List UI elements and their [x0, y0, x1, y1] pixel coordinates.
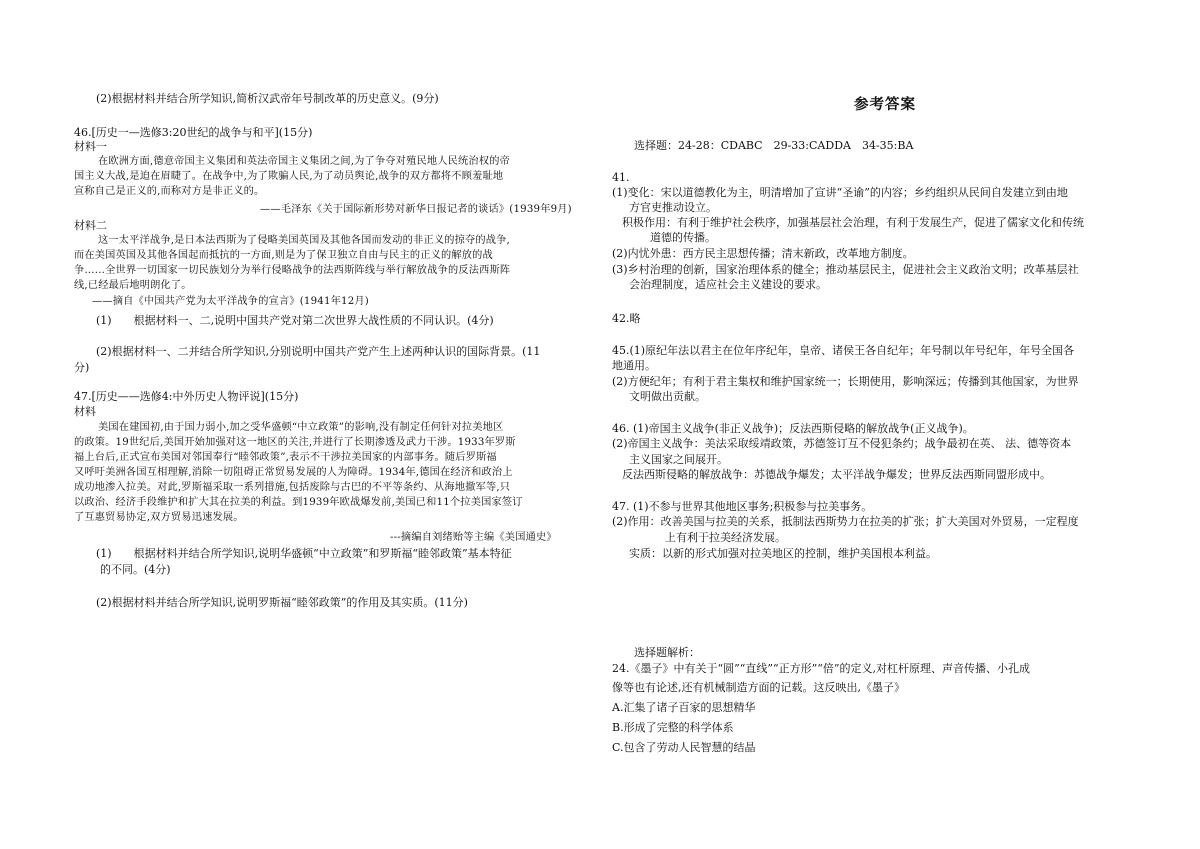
q47-answer-line: 47. (1)不参与世界其他地区事务;积极参与拉美事务。 — [612, 500, 873, 513]
q46-sub1: (1) 根据材料一、二,说明中国共产党对第二次世界大战性质的不同认识。(4分) — [96, 314, 494, 327]
q47-header: 47.[历史——选修4:中外历史人物评说](15分) — [74, 390, 299, 403]
q46-answer-line: 主义国家之间展开。 — [629, 453, 728, 466]
q41-line: 道德的传播。 — [650, 231, 716, 244]
analysis-option-c: C.包含了劳动人民智慧的结晶 — [612, 741, 756, 754]
q47-material-line: 又呼吁美洲各国互相理解,消除一切阻碍正常贸易发展的人为障碍。1934年,德国在经济和政治上 — [74, 467, 513, 478]
analysis-option-a: A.汇集了诸子百家的思想精华 — [612, 701, 756, 714]
q47-material-line: 美国在建国初,由于国力弱小,加之受华盛顿“中立政策”的影响,没有制定任何针对拉美地区 — [98, 422, 504, 433]
q41-number: 41. — [612, 171, 630, 184]
q42-answer: 42.略 — [612, 312, 641, 325]
q47-material-line: 福上台后,正式宣布美国对邻国奉行“睦邻政策”,表示不干涉拉美国家的内部事务。随后罗斯福 — [74, 452, 497, 463]
q46-material1-line: 宣称自己是正义的,而称对方是非正义的。 — [74, 186, 265, 197]
q45-line: 45.(1)原纪年法以君主在位年序纪年，皇帝、诸侯王各自纪年；年号制以年号纪年，年号全国各 — [612, 344, 1075, 357]
q41-line: (1)变化：宋以道德教化为主，明清增加了宣讲“圣谕”的内容；乡约组织从民间自发建立到由地 — [612, 186, 1068, 199]
q46-material2-line: 线,已经最后地明朗化了。 — [74, 280, 192, 291]
q46-answer-line: (2)帝国主义战争：美法采取绥靖政策，苏德签订互不侵犯条约；战争最初在英、 法、德等资本 — [612, 437, 1072, 450]
q46-material2-source: ——摘自《中国共产党为太平洋战争的宣言》(1941年12月) — [92, 296, 369, 307]
q47-material-source: ---摘编自刘绪贻等主编《美国通史》 — [390, 532, 557, 543]
q46-sub2-line: 分) — [74, 361, 90, 374]
q47-material-line: 的政策。19世纪后,美国开始加强对这一地区的关注,并进行了长期渗透及武力干涉。1933年罗斯 — [74, 437, 516, 448]
q47-answer-line: (2)作用：改善美国与拉美的关系，抵制法西斯势力在拉美的扩张；扩大美国对外贸易，一定程度 — [612, 515, 1079, 528]
q47-material-line: 以政治、经济手段维护和扩大其在拉美的利益。到1939年欧战爆发前,美国已和11个拉美国家签订 — [74, 497, 523, 508]
analysis-line: 像等也有论述,还有机械制造方面的记载。这反映出,《墨子》 — [612, 681, 905, 694]
q46-material2-line: 争……全世界一切国家一切民族划分为举行侵略战争的法西斯阵线与举行解放战争的反法西斯阵 — [74, 265, 511, 276]
q47-sub2: (2)根据材料并结合所学知识,说明罗斯福“睦邻政策”的作用及其实质。(11分) — [96, 596, 468, 609]
q46-material1-line: 在欧洲方面,德意帝国主义集团和英法帝国主义集团之间,为了争夺对殖民地人民统治权的帝 — [98, 156, 510, 167]
analysis-line: 24.《墨子》中有关于“圆”“直线”“正方形”“倍”的定义,对杠杆原理、声音传播、小孔成 — [612, 662, 1030, 675]
q41-line: (2)内忧外患：西方民主思想传播；清末新政，改革地方制度。 — [612, 247, 914, 260]
q45-line: 地通用。 — [612, 359, 656, 372]
q46-material2-line: 这一太平洋战争,是日本法西斯为了侵略美国英国及其他各国而发动的非正义的掠夺的战争, — [98, 235, 510, 246]
q46-answer-line: 反法西斯侵略的解放战争：苏德战争爆发；太平洋战争爆发；世界反法西斯同盟形成中。 — [622, 468, 1051, 481]
q47-sub1-line: 的不同。(4分) — [100, 563, 171, 576]
q46-material2-title: 材料二 — [74, 219, 107, 232]
q47-material-line: 了互惠贸易协定,双方贸易迅速发展。 — [74, 512, 244, 523]
answer-title: 参考答案 — [854, 96, 916, 113]
q46-material1-source: ——毛泽东《关于国际新形势对新华日报记者的谈话》(1939年9月) — [260, 204, 572, 215]
q46-sub2-line: (2)根据材料一、二并结合所学知识,分别说明中国共产党产生上述两种认识的国际背景。(11 — [96, 345, 541, 358]
q41-line: 方官吏推动设立。 — [629, 201, 717, 214]
q45-sub2: (2)根据材料并结合所学知识,简析汉武帝年号制改革的历史意义。(9分) — [96, 92, 439, 105]
analysis-title: 选择题解析： — [634, 646, 700, 659]
q47-material-title: 材料 — [74, 405, 96, 418]
analysis-option-b: B.形成了完整的科学体系 — [612, 721, 734, 734]
q45-line: (2)方便纪年；有利于君主集权和维护国家统一；长期使用，影响深远；传播到其他国家，为世界 — [612, 375, 1079, 388]
q47-answer-line: 实质：以新的形式加强对拉美地区的控制，维护美国根本利益。 — [629, 547, 937, 560]
q47-material-line: 成功地渗入拉美。对此,罗斯福采取一系列措施,包括废除与古巴的不平等条约、从海地撤军等,只 — [74, 482, 511, 493]
q46-answer-line: 46. (1)帝国主义战争(非正义战争)；反法西斯侵略的解放战争(正义战争)。 — [612, 422, 974, 435]
q45-line: 文明做出贡献。 — [629, 390, 706, 403]
q47-sub1-line: (1) 根据材料并结合所学知识,说明华盛顿“中立政策”和罗斯福“睦邻政策”基本特征 — [96, 547, 512, 560]
q41-line: (3)乡村治理的创新，国家治理体系的健全；推动基层民主，促进社会主义政治文明；改革基层社 — [612, 263, 1079, 276]
q41-line: 积极作用：有利于维护社会秩序，加强基层社会治理，有利于发展生产，促进了儒家文化和传统 — [622, 216, 1084, 229]
q47-answer-line: 上有利于拉美经济发展。 — [665, 531, 786, 544]
q41-line: 会治理制度，适应社会主义建设的要求。 — [629, 278, 827, 291]
q46-material2-line: 而在美国英国及其他各国起而抵抗的一方面,则是为了保卫独立自由与民主的正义的解放的战 — [74, 250, 493, 261]
choice-answers: 选择题：24-28：CDABC 29-33:CADDA 34-35:BA — [634, 139, 914, 152]
q46-header: 46.[历史一—选修3:20世纪的战争与和平](15分) — [74, 126, 313, 139]
q46-material1-line: 国主义大战,是迫在眉睫了。在战争中,为了欺骗人民,为了动员舆论,战争的双方都将不顾羞耻地 — [74, 171, 504, 182]
q46-material1-title: 材料一 — [74, 140, 107, 153]
